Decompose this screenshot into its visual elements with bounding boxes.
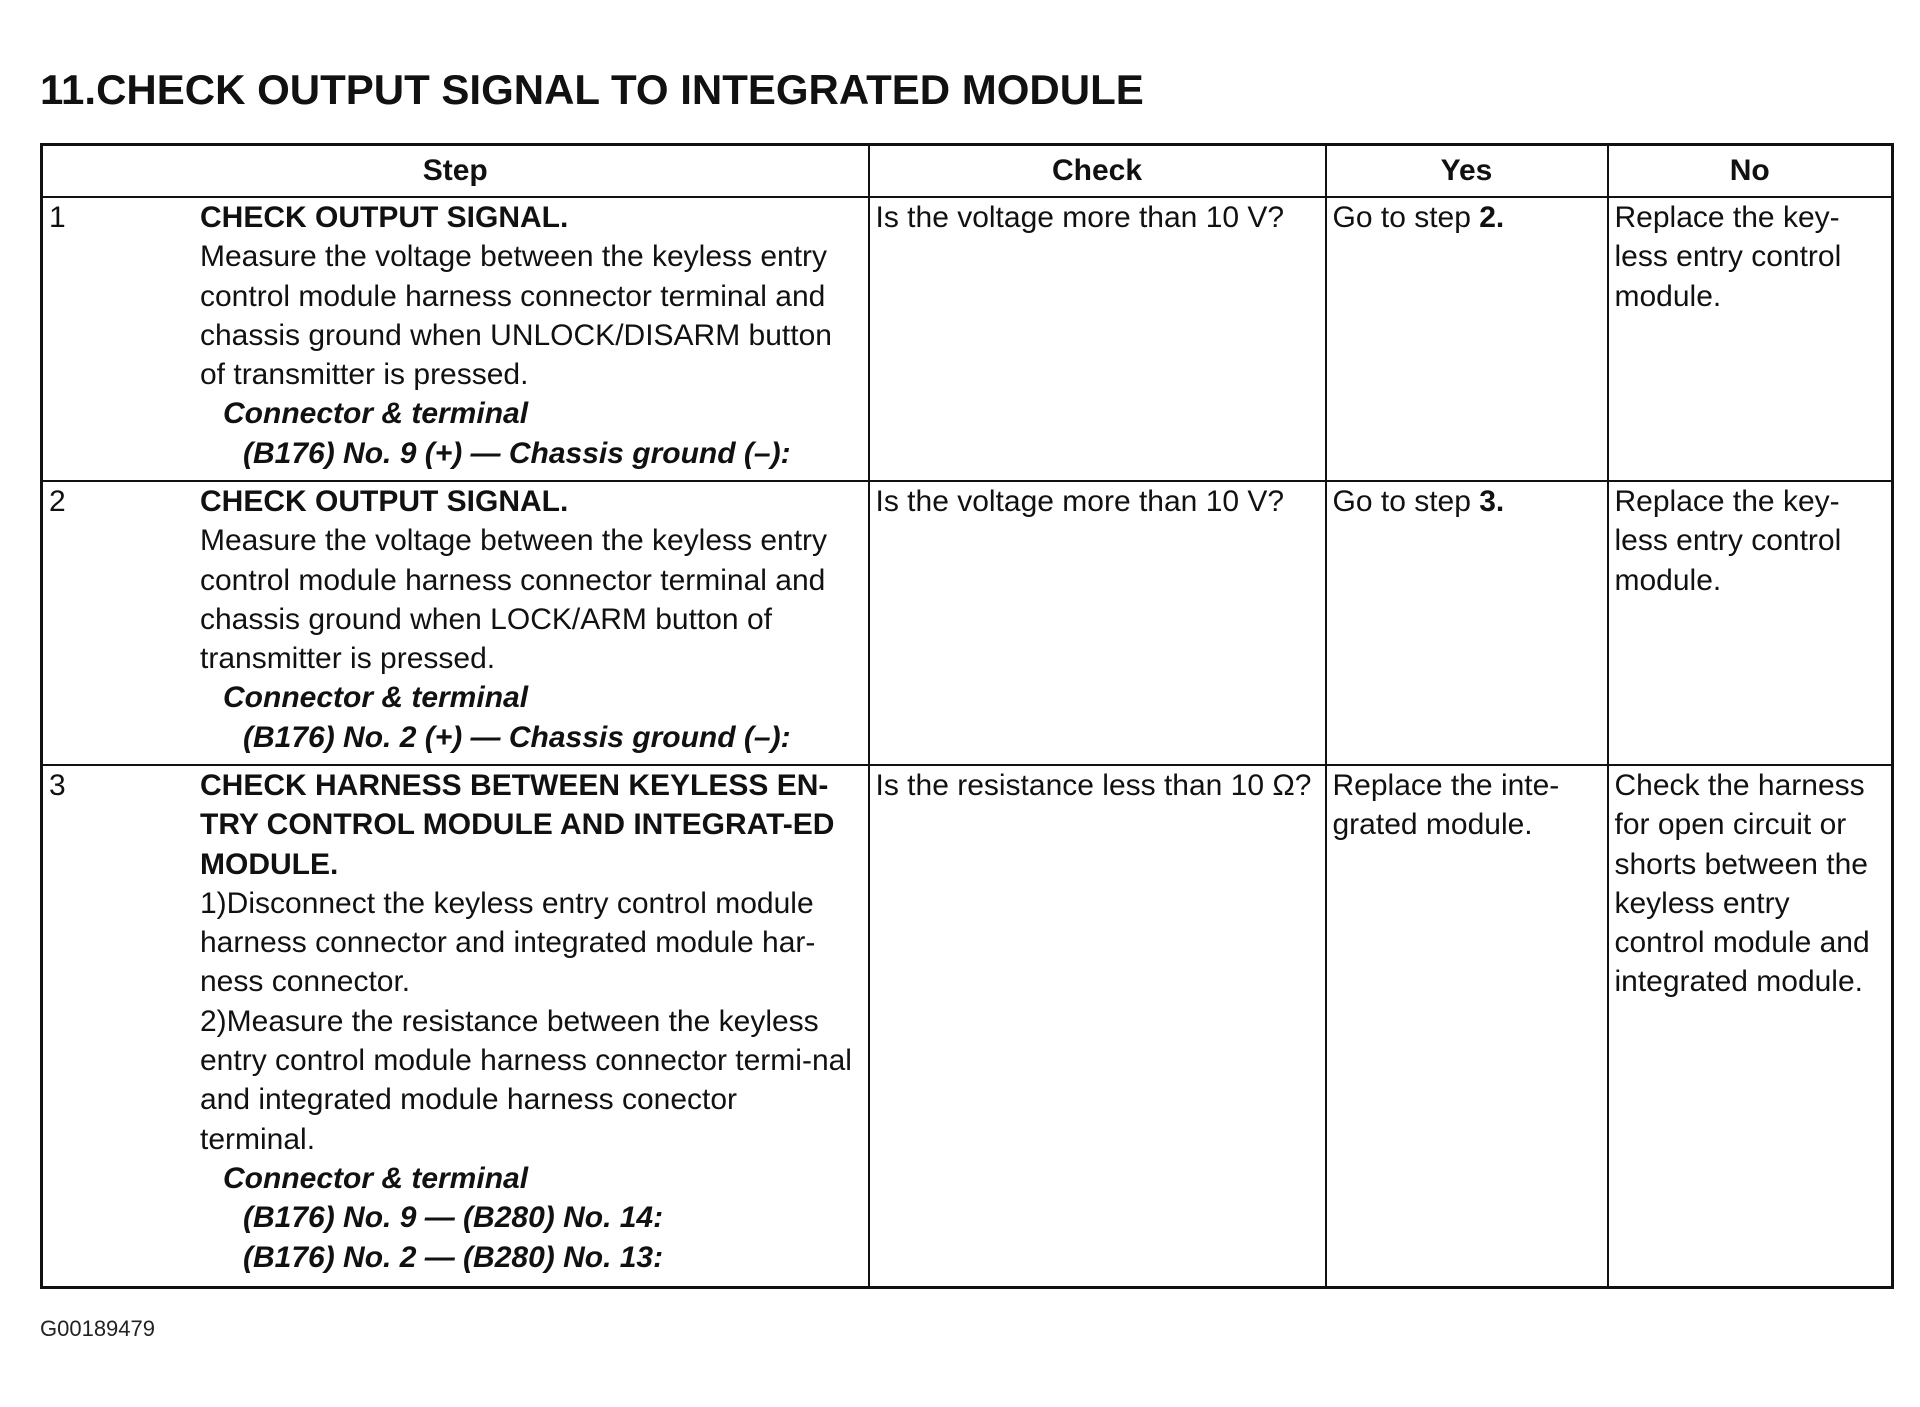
diagnostic-table (40, 143, 1894, 1289)
step-number: 2 (49, 485, 66, 518)
no-cell: Replace the key-less entry control module. (1608, 481, 1893, 765)
step-cell (42, 481, 869, 765)
yes-step-ref: 3. (1479, 485, 1505, 518)
yes-prefix: Go to step (1332, 485, 1480, 518)
connector-terminal-line: (B176) No. 9 — (B280) No. 14: (243, 1201, 664, 1235)
step-number: 1 (49, 201, 66, 234)
step-description: 1)Disconnect the keyless entry control module harness connector and integrated module har-ness connector. (200, 886, 816, 999)
table-header-row (42, 145, 1893, 198)
step-cell (42, 197, 869, 481)
no-cell: Replace the key-less entry control module. (1608, 197, 1893, 481)
step-title: CHECK HARNESS BETWEEN KEYLESS EN-TRY CONTROL MODULE AND INTEGRAT-ED MODULE. (200, 769, 835, 881)
step-description: Measure the voltage between the keyless entry control module harness connector terminal and chassis ground when UNLOCK/DISARM button of transmitter is pressed. (200, 240, 832, 392)
table-row (42, 765, 1893, 1288)
page-title: 11.CHECK OUTPUT SIGNAL TO INTEGRATED MODULE (40, 66, 1144, 113)
connector-terminal-line: (B176) No. 2 (+) — Chassis ground (–): (243, 720, 791, 754)
check-cell: Is the voltage more than 10 V? (869, 481, 1326, 765)
step-description: Measure the voltage between the keyless entry control module harness connector terminal and chassis ground when LOCK/ARM button of transmitter is pressed. (200, 524, 828, 676)
step-body (200, 198, 868, 473)
table-row (42, 197, 1893, 481)
header-step: Step (42, 145, 869, 198)
yes-prefix: Go to step (1332, 201, 1480, 234)
yes-cell: Replace the inte-grated module. (1326, 765, 1608, 1288)
header-yes: Yes (1326, 145, 1608, 198)
step-body (200, 766, 868, 1277)
check-cell: Is the resistance less than 10 Ω? (869, 765, 1326, 1288)
step-body (200, 482, 868, 757)
header-check: Check (869, 145, 1326, 198)
yes-step-ref: 2. (1479, 201, 1505, 234)
table-row (42, 481, 1893, 765)
check-cell: Is the voltage more than 10 V? (869, 197, 1326, 481)
connector-terminal-line: (B176) No. 2 — (B280) No. 13: (243, 1240, 664, 1274)
connector-terminal-line: (B176) No. 9 (+) — Chassis ground (–): (243, 436, 791, 470)
figure-code: G00189479 (40, 1316, 155, 1341)
connector-terminal-label: Connector & terminal (223, 1161, 529, 1195)
connector-terminal-label: Connector & terminal (223, 397, 529, 431)
header-no: No (1608, 145, 1893, 198)
yes-cell (1326, 481, 1608, 765)
step-title: CHECK OUTPUT SIGNAL. (200, 485, 569, 518)
no-cell: Check the harness for open circuit or shorts between the keyless entry control module and integrated module. (1608, 765, 1893, 1288)
step-cell (42, 765, 869, 1288)
step-number: 3 (49, 769, 66, 802)
step-description: 2)Measure the resistance between the keyless entry control module harness connector termi-nal and integrated module harness conector terminal. (200, 1004, 852, 1156)
step-title: CHECK OUTPUT SIGNAL. (200, 201, 569, 234)
connector-terminal-label: Connector & terminal (223, 681, 529, 715)
yes-cell (1326, 197, 1608, 481)
